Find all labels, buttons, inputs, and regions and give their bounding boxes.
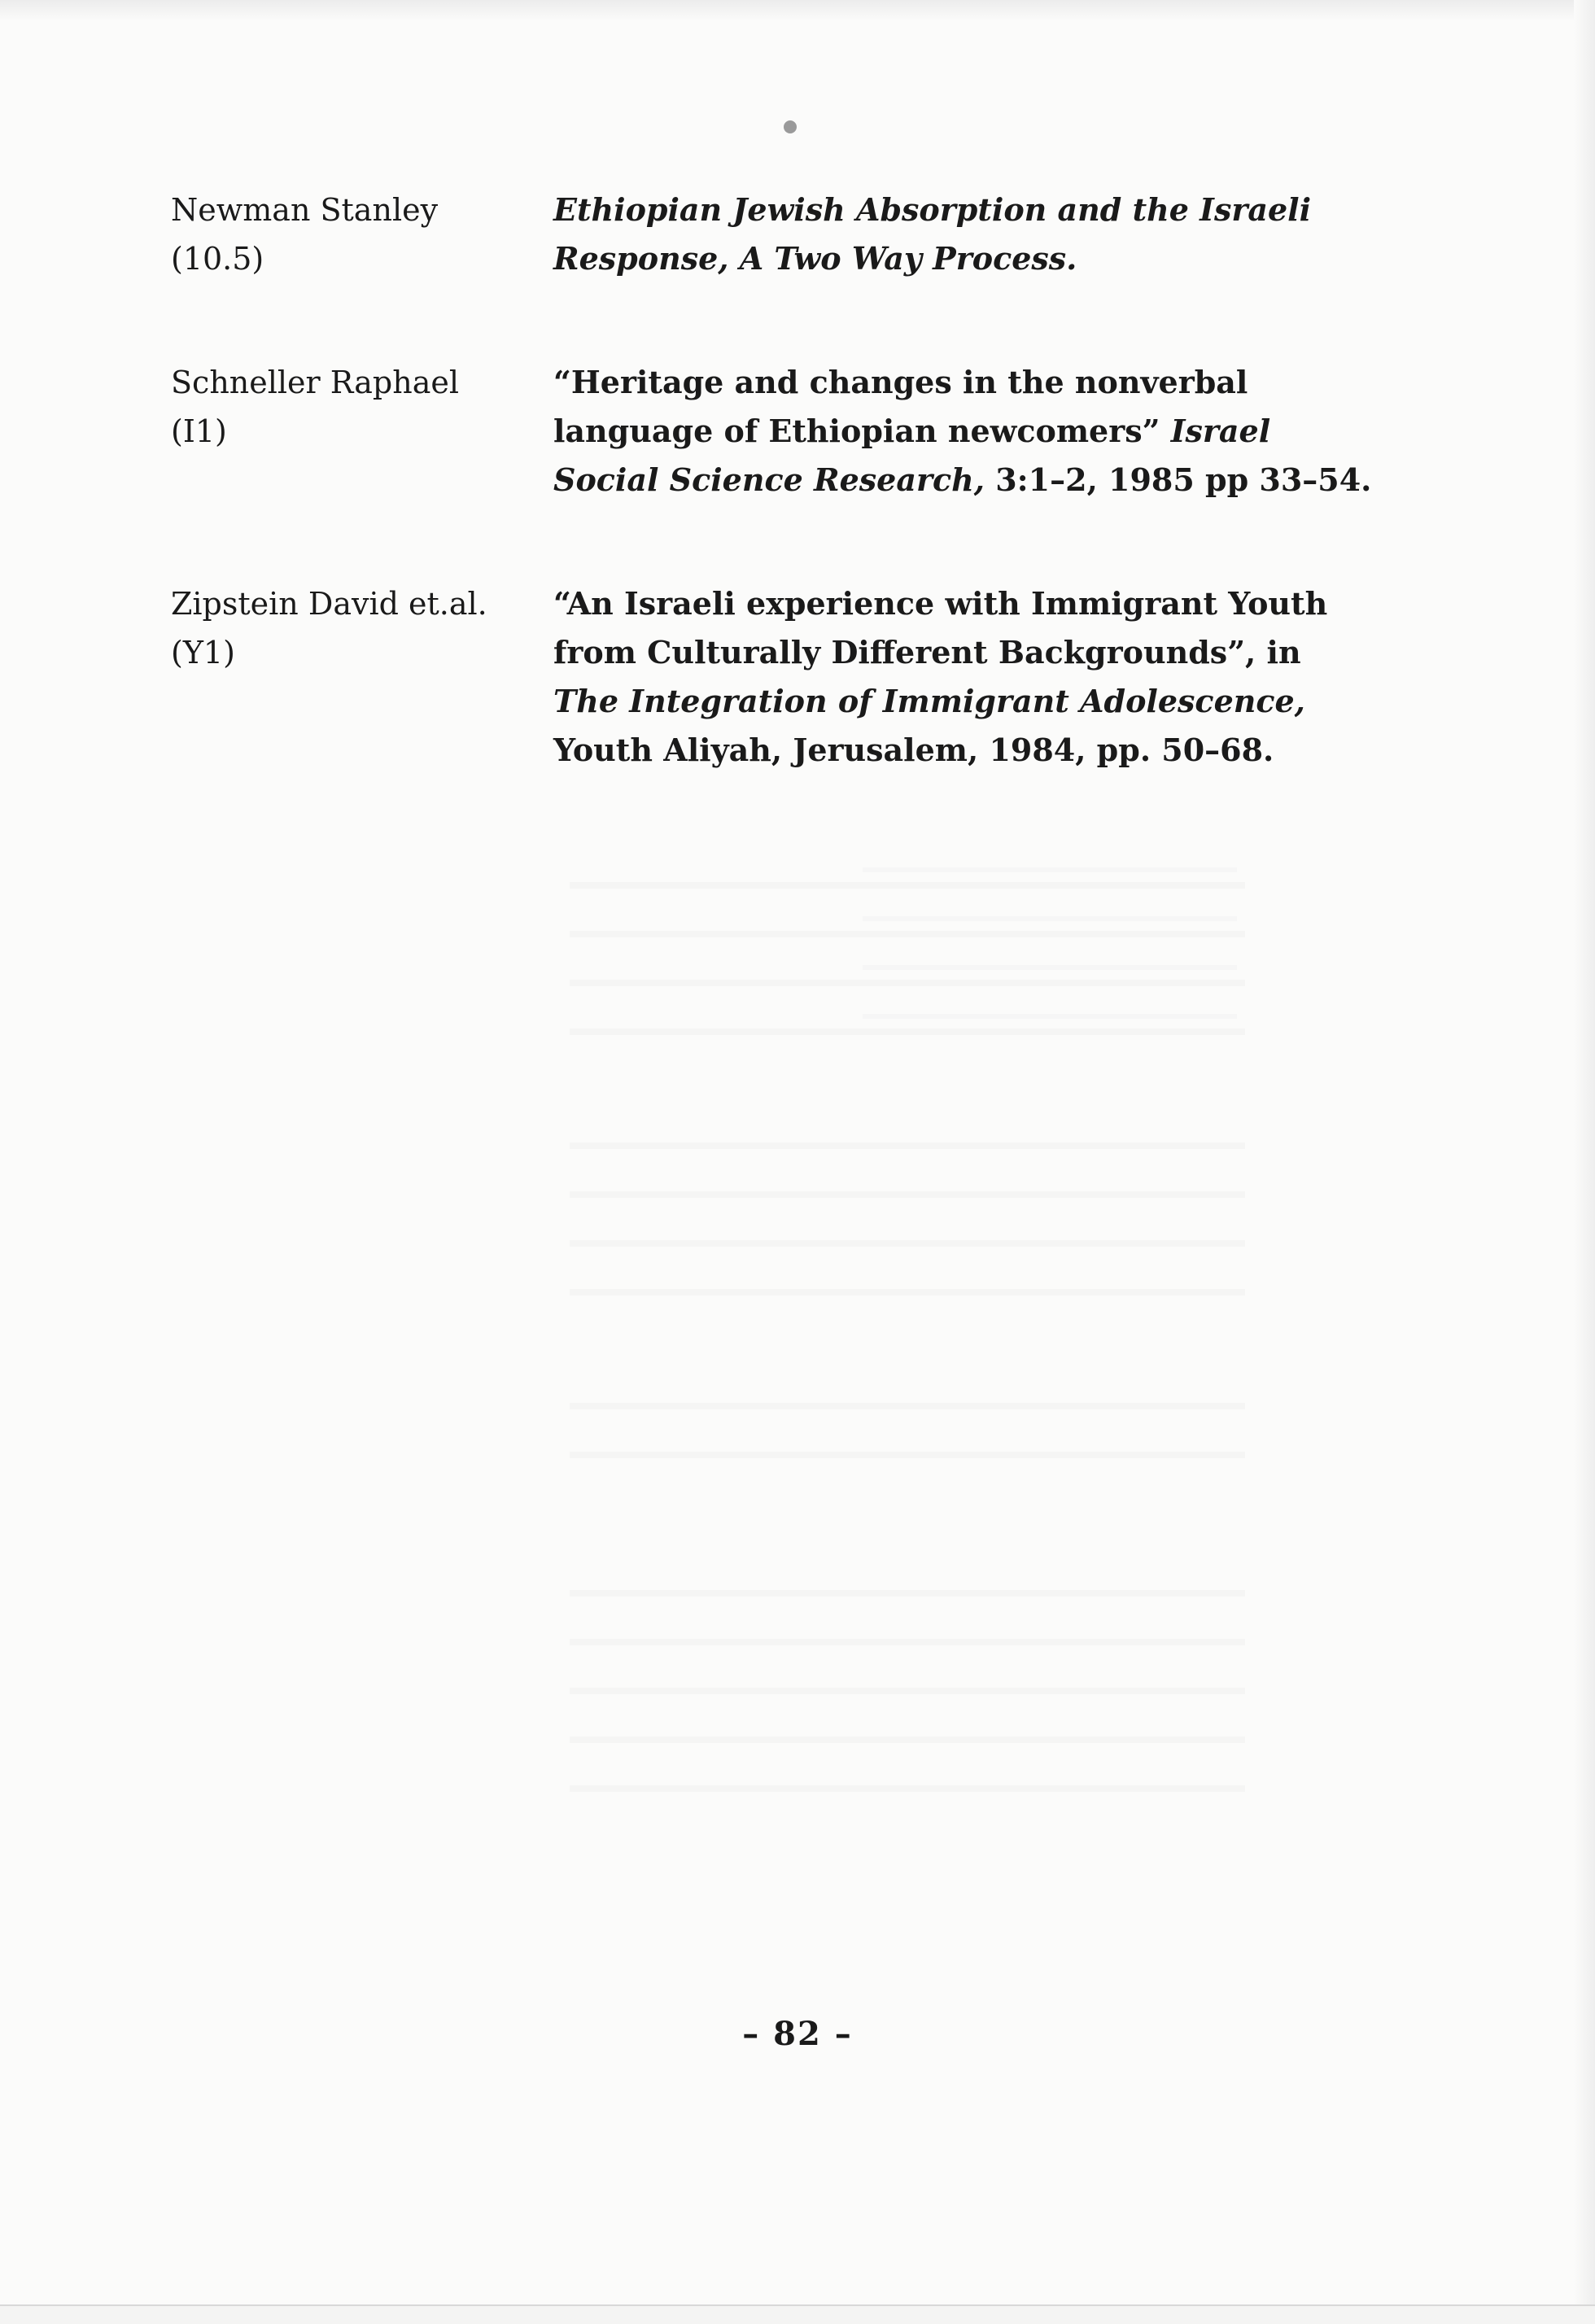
reference-text-segment: Ethiopian Jewish Absorption and the Israeli xyxy=(553,191,1312,228)
bleed-through-block xyxy=(570,1123,1245,1318)
reference-text xyxy=(553,186,1312,283)
author-code: (10.5) xyxy=(171,241,264,277)
reference-line xyxy=(553,677,1305,726)
reference-text-segment: 3:1–2, 1985 pp 33–54. xyxy=(984,461,1372,498)
page-number: – 82 – xyxy=(742,2015,853,2053)
reference-text-segment: “Heritage and changes in the nonverbal xyxy=(553,364,1248,400)
author-name: Zipstein David et.al. xyxy=(171,586,487,622)
reference-line xyxy=(553,358,1248,407)
reference-line xyxy=(553,726,1274,775)
reference-text xyxy=(553,358,1372,505)
author-code: (I1) xyxy=(171,413,227,449)
journal-title: Social Science Research, xyxy=(553,461,985,498)
reference-line xyxy=(553,186,1312,234)
reference-text-segment: language of Ethiopian newcomers” xyxy=(553,413,1171,449)
scan-edge-top xyxy=(0,0,1595,21)
bleed-through-block xyxy=(570,863,1245,1058)
reference-line xyxy=(553,456,1372,505)
reference-line xyxy=(553,234,1226,283)
reference-text-segment: “An Israeli experience with Immigrant Youth xyxy=(553,585,1328,622)
author-column xyxy=(171,579,521,677)
author-column xyxy=(171,186,521,283)
punch-mark xyxy=(784,120,797,133)
reference-line xyxy=(553,628,1301,677)
scan-edge-right xyxy=(1574,0,1595,2324)
author-name: Newman Stanley xyxy=(171,192,439,228)
author-name: Schneller Raphael xyxy=(171,365,460,400)
author-code: (Y1) xyxy=(171,635,235,671)
reference-text xyxy=(553,579,1328,775)
journal-title: Israel xyxy=(1170,413,1271,449)
book-title: The Integration of Immigrant Adolescence, xyxy=(553,683,1305,719)
reference-line xyxy=(553,579,1328,628)
bleed-through-block xyxy=(570,1570,1245,1815)
bleed-through-block xyxy=(570,1383,1245,1481)
scan-edge-bottom xyxy=(0,2304,1595,2324)
author-column xyxy=(171,358,521,456)
reference-text-segment: Youth Aliyah, Jerusalem, 1984, pp. 50–68. xyxy=(553,732,1274,768)
reference-text-segment: Response, A Two Way Process. xyxy=(553,240,1077,277)
reference-line xyxy=(553,407,1271,456)
reference-text-segment: from Culturally Different Backgrounds”, in xyxy=(553,634,1301,671)
